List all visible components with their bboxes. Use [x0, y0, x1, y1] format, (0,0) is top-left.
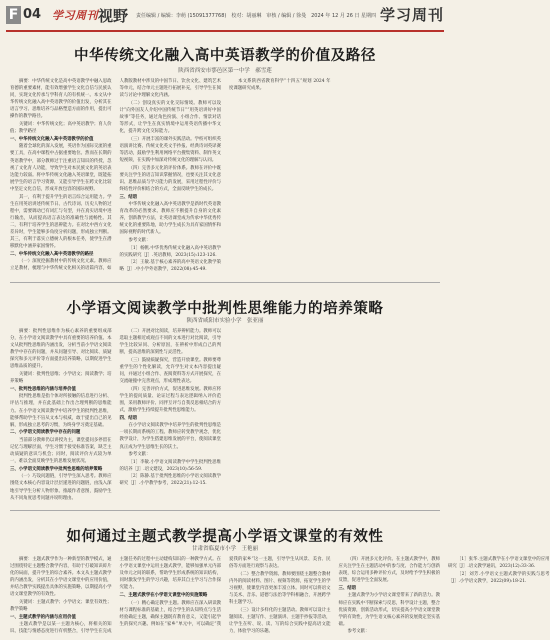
body-paragraph: 其一，有利于提升学生的语言综合运用能力。学生在用英语讲述传统节日、古代诗词、历史人物的过程中，需要调动已有词汇与句型，并在真实语境中进行输出，从而提高语言表达的准确性与流畅性。其二，有利于培养学生的思辨能力。在对比中西方文化差异时，学生能够多角度分析问题，形成独立判断。其三，有利于落实立德树人的根本任务，使学生在潜移默化中涵养家国情怀。 [10, 194, 112, 250]
body-paragraph: ［1］李敏.小学语文阅读教学中学生批判性思维的培养［J］.语文建设，2023(10):56-59. [119, 459, 221, 472]
abstract-paragraph: 参考文献： [128, 238, 151, 244]
newspaper-masthead-logo: 学习周刊 [52, 9, 98, 22]
body-paragraph: 主题式教学为小学语文课堂带来了新的活力。教师应在实践中不断探索与反思，科学设计主题，整合优质资源，创新活动形式，切实提高小学语文课堂教学的有效性，为学生语文核心素养的发展奠定坚实基础。 [338, 593, 440, 627]
abstract-paragraph: 参考文献： [128, 452, 151, 458]
abstract-paragraph: 摘要：中华传统文化是高中英语教学中融入思政育德的重要素材，能有效增强学生文化自信与民族认同，实现文化传承与学科育人的有机统一。本文从中华传统文化融入高中英语教学的价值出发，分析其在语言学习、思维培养与品格塑造方面的作用，提出可操作的教学路径。 [10, 79, 112, 120]
abstract-paragraph: 关键词：主题式教学；小学语文；课堂有效性；教学策略 [10, 600, 112, 613]
body-paragraph: （二）创设真实的文化交际情境。教师可以设计“向外国友人介绍中国传统节日”“用英语讲好中国故事”等任务，通过角色扮演、小组合作、情景对话等形式，让学生在真实情境中运用英语传播中华文化，提升跨文化交际能力。 [119, 100, 221, 135]
section-heading: 四、结语 [119, 415, 138, 421]
body-paragraph: （四）开展多元化评价。在主题式教学中，教师应关注学生在主题活动中的参与度、合作能力与创新表现，综合运用多种评价方式，及时给予学生积极的反馈，促进学生全面发展。 [338, 557, 440, 584]
section-heading: 三、小学语文阅读教学中批判性思维的培养策略 [10, 466, 103, 472]
body-paragraph: ［1］杨帆.中华优秀传统文化融入高中英语教学的实践研究［J］.英语教师，2023(15):123-126. [119, 245, 221, 258]
body-paragraph: （一）精心确定教学主题。教师应在深入研读教材与课程标准的基础上，结合学生的认知特点与生活经验确定主题，确保主题既有教育意义，又能引起学生的探究兴趣。例如在“家乡”单元中，可以确定“我爱我的家乡”这一主题，引导学生从风景、美食、民俗等方面进行观察与表达。 [119, 557, 331, 627]
body-paragraph: ［2］王敏.基于核心素养的高中英语文化教学策略［J］.中小学外语教学，2022(08):45-49. [119, 260, 221, 273]
body-paragraph: ［2］刘芳.小学语文主题式教学的实践与思考［J］.小学语文教学，2022(09):18-21. [448, 571, 550, 584]
body-paragraph: 中华传统文化融入高中英语教学是新时代英语教育改革的必然要求。教师应不断提升自身的文化素养，创新教学方法，让英语课堂成为传承中华优秀传统文化的重要阵地，助力学生成长为具有家国情怀和国际视野的时代新人。 [119, 202, 221, 236]
body-paragraph: 在小学语文阅读教学中培养学生的批判性思维是一项长期而系统的工程。教师应转变教学观念，优化教学设计，为学生搭建思维发展的平台，使阅读课堂真正成为学生思维生长的沃土。 [119, 423, 221, 450]
abstract-paragraph: 摘要：主题式教学作为一种新型的教学模式，通过围绕特定主题整合教学内容，有助于打破知识碎片化的局面，提升学生的综合素养。本文从主题式教学的内涵出发，分析其在小学语文课堂中的应用价值，并结合教学实践提出具体的实施策略，以期提高小学语文课堂教学的有效性。 [10, 557, 112, 598]
article-2-title: 小学语文阅读教学中批判性思维能力的培养策略 [66, 301, 384, 317]
article-3-byline: 甘肃省临夏市小学 王艳丽 [191, 546, 258, 552]
body-paragraph: 当前部分教师仍以讲授为主，课堂提问多停留在记忆与理解层面，学生习惯于接受标准答案，缺乏主动质疑的意识与机会；同时，阅读评价方式较为单一，难以全面反映学生的思维发展状况。 [10, 437, 112, 465]
publication-name: 学习周刊 [379, 6, 444, 24]
abstract-paragraph: 关键词：批判性思维；小学语文；阅读教学；培养策略 [10, 372, 112, 385]
section-heading: 一、中华传统文化融入高中英语教学的价值 [10, 136, 94, 142]
section-heading: 二、中华传统文化融入高中英语教学的路径 [10, 251, 94, 257]
section-heading: 一、主题式教学的内涵与应用价值 [10, 614, 76, 620]
article-1-byline: 陕西省西安市鄠邑区第一中学 郝雪莲 [178, 68, 272, 74]
article-3-body [10, 556, 550, 638]
body-paragraph: （二）整合教学资源。教师要围绕主题整合教材内外的阅读材料、图片、视频等资源，拓宽学生的学习视野，使课堂内容更加丰富立体。同时可以将语文与美术、音乐、道德与法治等学科相融合，开展跨学科主题学习。 [229, 571, 331, 606]
body-paragraph: （一）巧设问题链，引导学生深入思考。教师应围绕文本核心内容设计层层递进的问题链，由浅入深地引导学生分析人物形象、推敲作者意图，鼓励学生从不同角度思考问题并说明理由。 [10, 474, 112, 501]
section-heading: 三、结语 [338, 585, 357, 591]
page-number: 04 [23, 7, 42, 22]
page-header [6, 4, 444, 32]
section-heading: 二、主题式教学在小学语文课堂中的实施策略 [119, 592, 208, 598]
section-heading: 三、结语 [119, 194, 138, 200]
article-1-body [10, 78, 440, 278]
body-paragraph: （四）完善评价方式，促进思维发展。教师应将学生的提问质量、论证过程与表达逻辑纳入评价范围，采用教师评价、同伴互评与自我反思相结合的方式，激励学生持续提升批判性思维能力。 [119, 386, 221, 414]
abstract-paragraph: 摘要：批判性思维作为核心素养的重要组成部分，在小学语文阅读教学中具有重要的培养价值。本文从批判性思维的内涵出发，分析当前小学语文阅读教学中存在的问题，并从问题引导、对比阅读、质疑探究和多元评价等方面提出培养策略，以期促进学生思维品质的提升。 [10, 329, 112, 370]
body-paragraph: （三）开展丰富的课外实践活动。学校可组织英语演讲比赛、传统文化英文手抄报、经典诗词英译赛等活动，鼓励学生利用网络平台搜集资料、制作英文短视频，在实践中加深对传统文化的理解与认同。 [119, 136, 221, 164]
body-paragraph: （三）鼓励质疑探究，营造开放课堂。教师要尊重学生的个性化解读，允许学生对文本内容提出疑问，并通过小组合作、查阅资料等方式开展探究，在交流碰撞中完善观点，形成理性表达。 [119, 357, 221, 385]
page-section-letter: F [6, 6, 21, 24]
body-paragraph: 批判性思维是指个体对所接触的信息进行分析、评估与推理，并在此基础上作出合理判断的思维能力。在小学语文阅读教学中培养学生的批判性思维，能够帮助学生不盲从文本与权威，敢于提出自己的见解，形成独立思考的习惯，为终身学习奠定基础。 [10, 394, 112, 428]
edition-info: 责任编辑 / 编辑：李萌 (15091377768) 校对：胡丽琳 审核 / 编辑 / 徐曼 2024 年 12 月 26 日 星期四 [136, 13, 377, 19]
body-paragraph: （四）完善多元化的评价体系。教师在评价中既要关注学生的语言知识掌握情况，也要关注其文化意识、思维品质与学习能力的发展，采用过程性评价与终结性评价相结合的方式，全面反映学生的成长。 [119, 165, 221, 192]
column-name: 视野 [98, 7, 129, 25]
body-paragraph: 主题式教学是以某一主题为核心，将相关的知识、技能与情感态度进行有机整合，引导学生在完成主题任务的过程中主动建构知识的一种教学方式。在小学语文课堂中运用主题式教学，能够加强单元内部及单元之间的联系，帮助学生形成系统的知识结构，同时激发学生的学习兴趣，培养其自主学习与合作探究能力。 [10, 557, 221, 635]
body-paragraph: （三）设计多样化的主题活动。教师可以设计主题阅读、主题写作、主题演讲、主题手抄报等活动，让学生在听、说、读、写的综合实践中提高语文能力，体验学习的乐趣。 [229, 607, 331, 634]
article-divider [10, 282, 440, 283]
article-3-title: 如何通过主题式教学提高小学语文课堂的有效性 [66, 529, 384, 545]
section-heading: 一、批判性思维的内涵与培养价值 [10, 386, 76, 392]
body-paragraph: 本文系陕西省教育科学“十四五”规划 2024 年度课题研究成果。 [229, 79, 331, 92]
body-paragraph: 随着全球化的深入发展，英语作为国际交流的重要工具，在高中课程中占据重要地位。然而在长期的英语教学中，部分教师过于注重语言知识的传授，忽视了文化育人功能，导致学生对本民族文化的英语表达能力较弱。将中华传统文化融入英语课堂，既能拓展学生的语言学习资源，又能引导学生在跨文化比较中坚定文化自信，形成开放包容的国际视野。 [10, 144, 112, 192]
article-2-body [10, 328, 440, 506]
article-1-title: 中华传统文化融入高中英语教学的价值及路径 [74, 48, 376, 64]
article-divider [10, 510, 440, 511]
body-paragraph: （二）开展对比阅读，培养辨析能力。教师可以选取主题相近或观点不同的文本进行对比阅读，引导学生比较异同、分析原因，在辨析中形成自己的判断，提高思维的深刻性与灵活性。 [119, 329, 221, 356]
article-2-byline: 陕西省咸阳市实验小学 张亚丽 [186, 318, 264, 324]
body-paragraph: ［1］张华.主题式教学在小学语文课堂中的应用研究［J］.语文教学通讯，2023(12):33-36. [448, 557, 550, 570]
section-heading: 二、小学语文阅读教学中存在的问题 [10, 430, 81, 436]
abstract-paragraph: 参考文献： [347, 629, 370, 635]
body-paragraph: （一）深度挖掘教材中的传统文化元素。教师应立足教材，梳理与中华传统文化相关的语篇内容，如人教版教材中涉及的中国节日、饮食文化、建筑艺术等单元，结合单元主题进行拓展补充，引导学生在阅读与讨论中理解文化内涵。 [10, 79, 221, 272]
body-paragraph: ［2］陈静.基于批判性思维的小学语文阅读教学研究［J］.小学教学参考，2022(21):12-15. [119, 474, 221, 487]
abstract-paragraph: 关键词：中华传统文化；高中英语教学；育人价值；教学路径 [10, 122, 112, 135]
